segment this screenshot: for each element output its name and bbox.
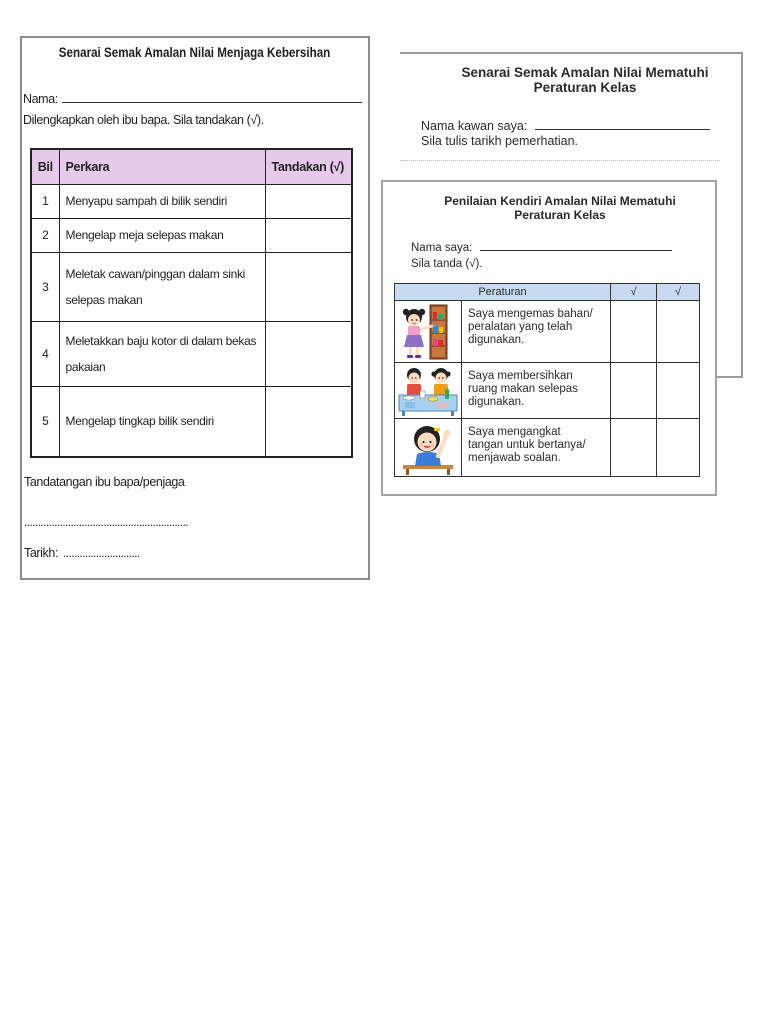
header-perkara: Perkara <box>59 149 265 184</box>
table-row <box>31 386 352 457</box>
row-tick-box <box>265 184 352 218</box>
row-illustration <box>395 363 462 419</box>
name-blank-line <box>62 90 362 103</box>
row-tick-box <box>265 252 352 321</box>
row-perkara: Mengelap meja selepas makan <box>59 218 265 252</box>
rule-text-cell <box>462 301 611 363</box>
name-label: Nama: <box>23 92 58 106</box>
row-number: 2 <box>31 218 59 252</box>
card-title-line1: Senarai Semak Amalan Nilai Mematuhi <box>461 65 709 80</box>
children-at-table-icon <box>397 365 459 417</box>
card-title-text: Senarai Semak Amalan Nilai Menjaga Kebersihan <box>59 44 331 60</box>
card-title-line2: Peraturan Kelas <box>514 208 606 222</box>
header-check-1: √ <box>611 284 657 301</box>
dotted-divider <box>400 160 720 161</box>
row-tick-box-1 <box>611 419 657 477</box>
self-assessment-card <box>381 180 717 496</box>
row-perkara: Meletakkan baju kotor di dalam bekas pakaian <box>59 321 265 386</box>
header-bil: Bil <box>31 149 59 184</box>
friend-name-label: Nama kawan saya: <box>421 119 528 133</box>
name-field <box>23 90 362 107</box>
name-blank-line <box>480 240 672 251</box>
row-tick-box-2 <box>657 301 700 363</box>
name-label: Nama saya: <box>411 242 473 254</box>
header-peraturan: Peraturan <box>395 284 611 301</box>
date-dots: ............................ <box>63 546 140 560</box>
checklist-card-menjaga-kebersihan <box>20 36 370 580</box>
signature-line <box>24 513 188 531</box>
rules-table <box>394 283 700 477</box>
row-illustration <box>395 419 462 477</box>
row-tick-box-2 <box>657 363 700 419</box>
date-field <box>24 545 140 561</box>
instruction-text: Sila tulis tarikh pemerhatian. <box>421 134 579 148</box>
card-title <box>430 65 740 95</box>
table-row <box>395 363 700 419</box>
row-tick-box-1 <box>611 301 657 363</box>
row-number: 1 <box>31 184 59 218</box>
rule-text: Saya membersihkan ruang makan selepas digunakan. <box>468 370 578 408</box>
card-title-line2: Peraturan Kelas <box>533 80 637 95</box>
rule-text: Saya mengangkat tangan untuk bertanya/ menjawab soalan. <box>468 426 586 464</box>
row-illustration <box>395 301 462 363</box>
girl-tidying-cabinet-icon <box>397 303 459 361</box>
rule-text: Saya mengemas bahan/ peralatan yang telah digunakan. <box>468 308 593 346</box>
friend-name-field <box>421 117 710 134</box>
table-row <box>31 184 352 218</box>
row-tick-box-2 <box>657 419 700 477</box>
table-row <box>31 321 352 386</box>
row-perkara: Menyapu sampah di bilik sendiri <box>59 184 265 218</box>
checklist-table <box>30 148 353 458</box>
girl-raising-hand-icon <box>397 420 459 476</box>
row-perkara: Mengelap tingkap bilik sendiri <box>59 386 265 457</box>
header-check-2: √ <box>657 284 700 301</box>
table-header-row <box>395 284 700 301</box>
date-label: Tarikh: <box>24 546 59 560</box>
row-number: 3 <box>31 252 59 321</box>
instruction-text: Sila tanda (√). <box>411 258 483 270</box>
friend-name-blank-line <box>535 117 710 130</box>
header-tandakan: Tandakan (√) <box>265 149 352 184</box>
row-tick-box-1 <box>611 363 657 419</box>
instruction-text: Dilengkapkan oleh ibu bapa. Sila tandakan (√). <box>23 113 264 127</box>
table-row <box>395 419 700 477</box>
signature-dots: ............................................................ <box>24 515 189 529</box>
card-title <box>410 194 710 222</box>
row-number: 5 <box>31 386 59 457</box>
row-tick-box <box>265 321 352 386</box>
table-row <box>31 218 352 252</box>
card-title-line1: Penilaian Kendiri Amalan Nilai Mematuhi <box>444 194 676 208</box>
row-tick-box <box>265 218 352 252</box>
table-row <box>31 252 352 321</box>
signature-label: Tandatangan ibu bapa/penjaga <box>24 475 185 489</box>
rule-text-cell <box>462 419 611 477</box>
rule-text-cell <box>462 363 611 419</box>
table-row <box>395 301 700 363</box>
row-number: 4 <box>31 321 59 386</box>
card-title <box>22 43 368 61</box>
row-tick-box <box>265 386 352 457</box>
name-field <box>411 240 672 255</box>
table-header-row <box>31 149 352 184</box>
row-perkara: Meletak cawan/pinggan dalam sinki selepas makan <box>59 252 265 321</box>
